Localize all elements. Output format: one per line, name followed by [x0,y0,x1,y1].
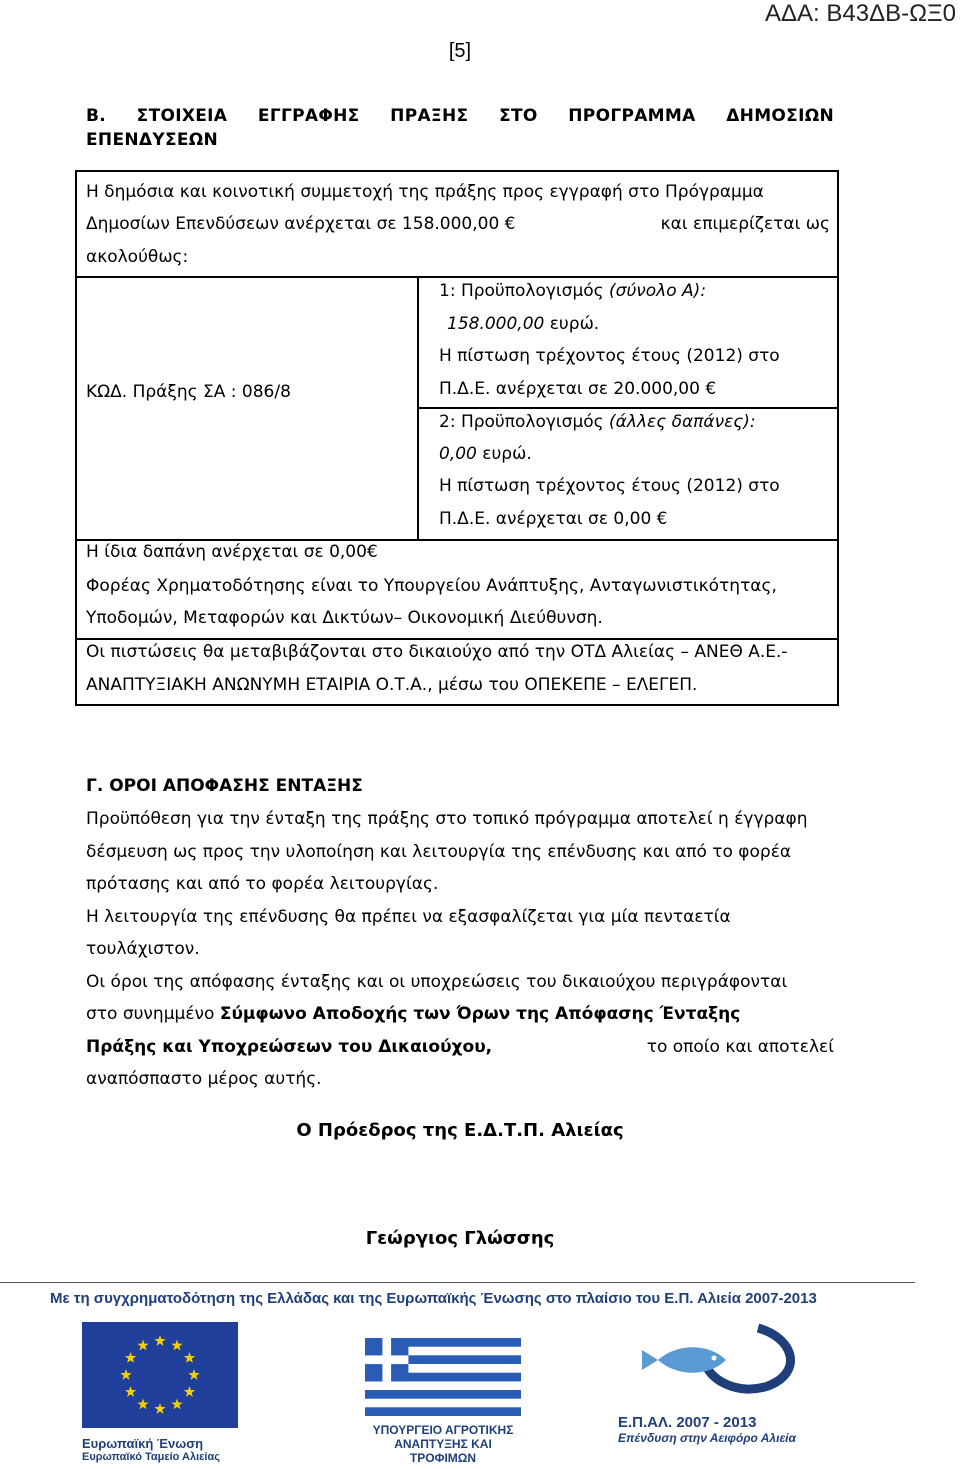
footer-banner: Με τη συγχρηματοδότηση της Ελλάδας και της Ευρωπαϊκής Ένωσης στο πλαίσιο του Ε.Π. Αλιεία 2007-2013 [50,1290,817,1307]
eu-label: Ευρωπαϊκή Ένωση [82,1436,204,1451]
budget1-amount: 158.000,00 ευρώ. [447,314,600,334]
para-line: τουλάχιστον. [86,939,200,959]
budget1-label: 1: Προϋπολογισμός (σύνολο Α): [439,281,707,301]
para-line: δέσμευση ως προς την υλοποίηση και λειτουργία της επένδυσης και από το φορέα [86,841,792,862]
budget1-credit: Π.Δ.Ε. ανέρχεται σε 20.000,00 € [439,379,717,399]
epal-logo [618,1320,838,1450]
fish-hook-icon [618,1320,828,1400]
title-word: ΕΓΓΡΑΦΗΣ [257,106,360,126]
eu-flag-icon [82,1322,238,1430]
budget2-credit: Π.Δ.Ε. ανέρχεται σε 0,00 € [439,509,668,529]
intro-line: Η δημόσια και κοινοτική συμμετοχή της πράξης προς εγγραφή στο Πρόγραμμα [86,182,764,202]
kod-label: ΚΩΔ. Πράξης ΣΑ : 086/8 [86,382,291,402]
epal-label: Ε.Π.ΑΛ. 2007 - 2013 [618,1414,757,1431]
section-b-title [86,104,834,152]
budget2-credit: Η πίστωση τρέχοντος έτους (2012) στο [439,476,780,496]
budget1-credit: Η πίστωση τρέχοντος έτους (2012) στο [439,346,780,366]
greek-flag-icon [365,1338,521,1416]
credits-line: ΑΝΑΠΤΥΞΙΑΚΗ ΑΝΩΝΥΜΗ ΕΤΑΙΡΙΑ Ο.Τ.Α., μέσω του ΟΠΕΚΕΠΕ – ΕΛΕΓΕΠ. [86,675,698,695]
own-expense: Η ίδια δαπάνη ανέρχεται σε 0,00€ [86,542,378,562]
title-line-2: ΕΠΕΝΔΥΣΕΩΝ [86,130,219,150]
credits-line: Οι πιστώσεις θα μεταβιβάζονται στο δικαιούχο από την ΟΤΔ Αλιείας – ΑΝΕΘ Α.Ε.- [86,642,788,662]
footer-divider [0,1282,915,1283]
page-number: [5] [448,40,472,62]
para-line: Πράξης και Υποχρεώσεων του Δικαιούχου, το οποίο και αποτελεί [86,1036,834,1057]
title-word: ΔΗΜΟΣΙΩΝ [726,106,834,126]
funding-line: Υποδομών, Μεταφορών και Δικτύων– Οικονομική Διεύθυνση. [86,608,603,628]
funding-line: Φορέας Χρηματοδότησης είναι το Υπουργείου Ανάπτυξης, Ανταγωνιστικότητας, [86,576,777,596]
title-word: ΠΡΟΓΡΑΜΜΑ [568,106,696,126]
eu-logo [82,1322,242,1464]
title-word: ΣΤΟΙΧΕΙΑ [136,106,228,126]
title-word: Β. [86,106,107,126]
para-line: Η λειτουργία της επένδυσης θα πρέπει να εξασφαλίζεται για μία πενταετία [86,906,731,927]
investment-table [75,170,839,706]
epal-sublabel: Επένδυση στην Αειφόρο Αλιεία [618,1431,796,1445]
ministry-label: ΥΠΟΥΡΓΕΙΟ ΑΓΡΟΤΙΚΗΣ [372,1423,514,1437]
para-line: Οι όροι της απόφασης ένταξης και οι υποχρεώσεις του δικαιούχου περιγράφονται [86,971,788,992]
paragraph [86,803,834,1096]
budget2-amount: 0,00 ευρώ. [439,444,532,464]
para-line: αναπόσπαστο μέρος αυτής. [86,1069,322,1089]
signature-name: Γεώργιος Γλώσσης [365,1228,555,1249]
ministry-label: ΑΝΑΠΤΥΞΗΣ ΚΑΙ ΤΡΟΦΙΜΩΝ [394,1437,492,1465]
budget2-label: 2: Προϋπολογισμός (άλλες δαπάνες): [439,412,756,432]
title-word: ΣΤΟ [499,106,538,126]
ada-code: ΑΔΑ: Β43ΔΒ-ΩΞ0 [764,0,956,27]
para-line: πρότασης και από το φορέα λειτουργίας. [86,874,439,894]
para-line: Προϋπόθεση για την ένταξη της πράξης στο τοπικό πρόγραμμα αποτελεί η έγγραφη [86,809,808,829]
intro-line: ακολούθως: [86,247,189,267]
ministry-logo [365,1338,525,1465]
intro-line: Δημοσίων Επενδύσεων ανέρχεται σε 158.000,00 € και επιμερίζεται ως [86,214,830,234]
para-line: στο συνημμένο Σύμφωνο Αποδοχής των Όρων της Απόφασης Ένταξης [86,1004,741,1024]
signature-title: Ο Πρόεδρος της Ε.Δ.Τ.Π. Αλιείας [296,1120,624,1141]
section-g-title: Γ. ΟΡΟΙ ΑΠΟΦΑΣΗΣ ΕΝΤΑΞΗΣ [86,776,363,796]
title-word: ΠΡΑΞΗΣ [390,106,469,126]
eu-sublabel: Ευρωπαϊκό Ταμείο Αλιείας [82,1451,220,1463]
